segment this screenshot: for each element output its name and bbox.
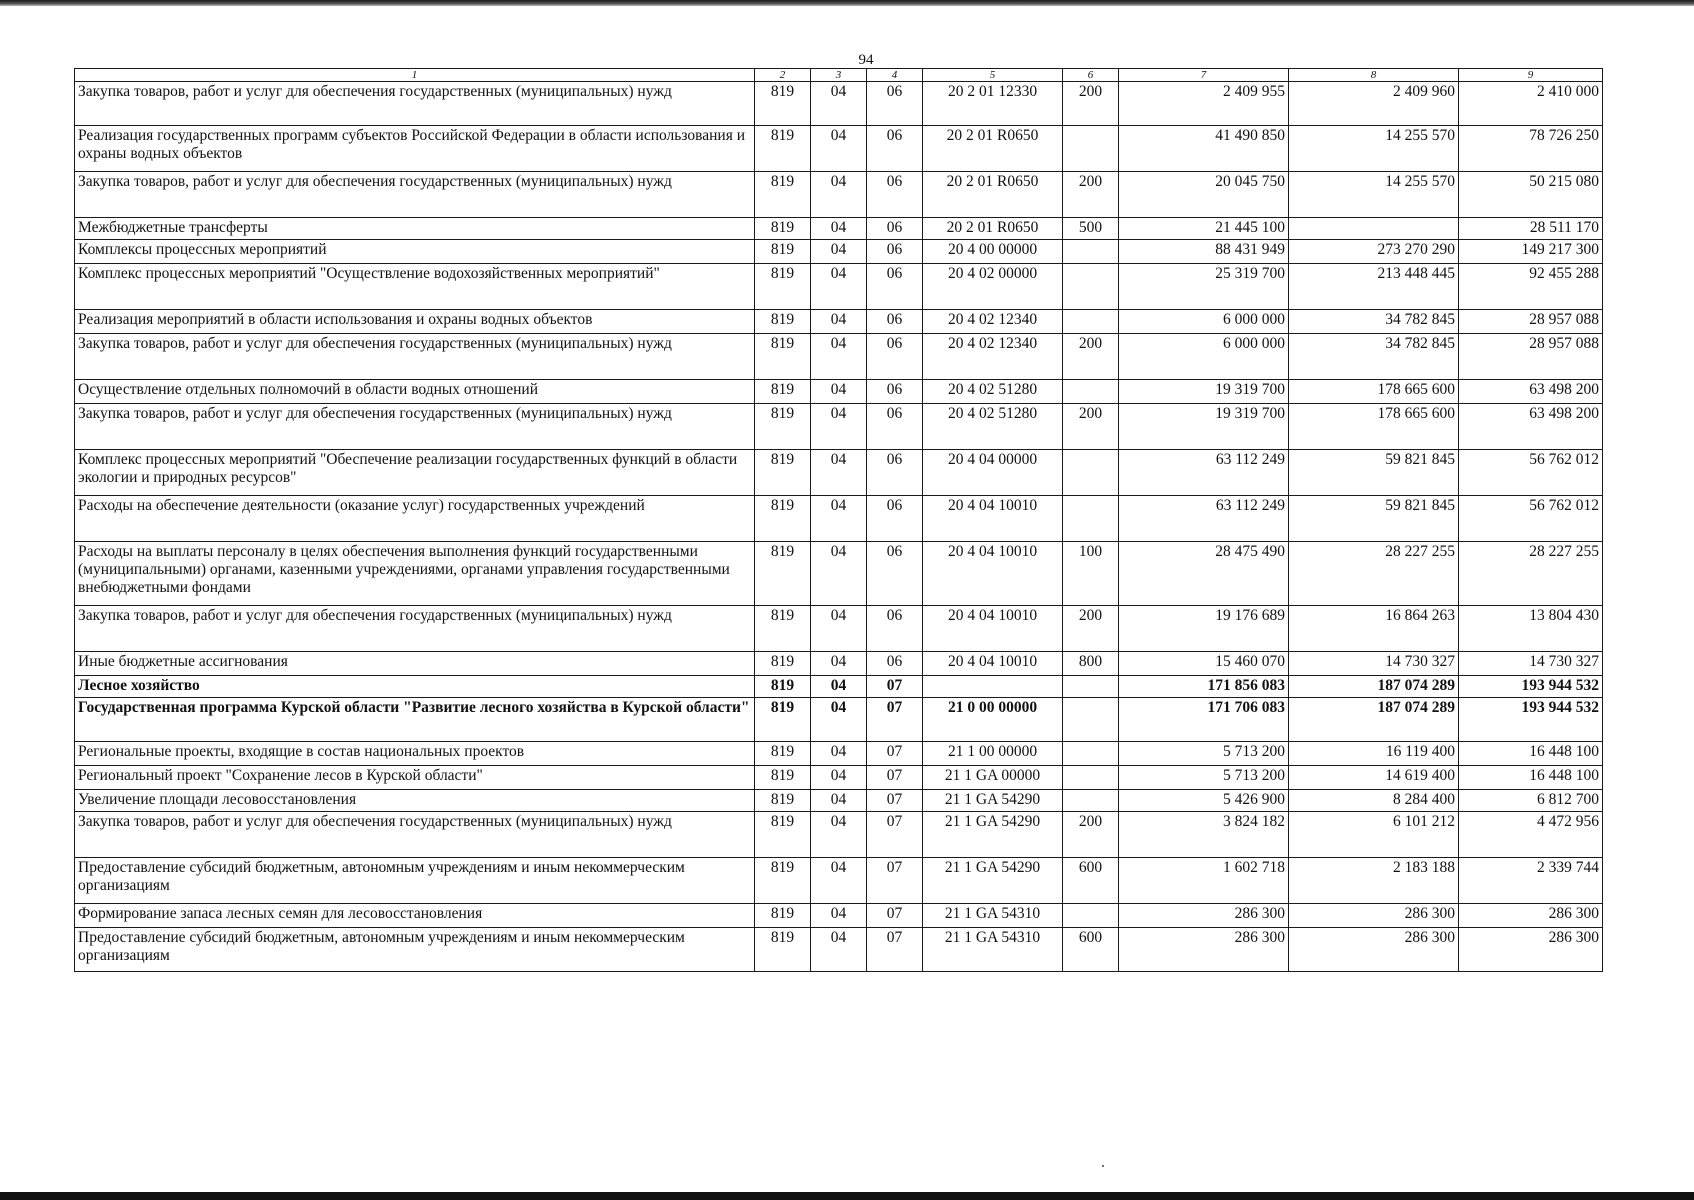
code-target-article: 21 1 GA 54290 — [923, 858, 1063, 904]
table-row — [75, 766, 1603, 790]
code-section: 04 — [811, 126, 867, 172]
amount-col7: 15 460 070 — [1119, 652, 1289, 676]
row-name: Увеличение площади лесовосстановления — [75, 790, 755, 812]
amount-col9: 149 217 300 — [1459, 240, 1603, 264]
code-subsection: 06 — [867, 450, 923, 496]
code-ministry: 819 — [755, 652, 811, 676]
amount-col9: 2 339 744 — [1459, 858, 1603, 904]
code-expense-type — [1063, 676, 1119, 698]
code-target-article: 20 4 04 10010 — [923, 496, 1063, 542]
code-expense-type — [1063, 742, 1119, 766]
code-expense-type: 200 — [1063, 334, 1119, 380]
amount-col8: 2 409 960 — [1289, 82, 1459, 126]
amount-col7: 63 112 249 — [1119, 450, 1289, 496]
amount-col8: 213 448 445 — [1289, 264, 1459, 310]
table-row — [75, 82, 1603, 126]
code-target-article: 21 0 00 00000 — [923, 698, 1063, 742]
column-number: 7 — [1119, 69, 1289, 82]
amount-col8: 286 300 — [1289, 904, 1459, 928]
table-row — [75, 126, 1603, 172]
code-section: 04 — [811, 742, 867, 766]
amount-col7: 5 426 900 — [1119, 790, 1289, 812]
row-name: Закупка товаров, работ и услуг для обеспечения государственных (муниципальных) нужд — [75, 606, 755, 652]
code-section: 04 — [811, 676, 867, 698]
amount-col9: 14 730 327 — [1459, 652, 1603, 676]
code-target-article — [923, 676, 1063, 698]
code-section: 04 — [811, 218, 867, 240]
amount-col9: 4 472 956 — [1459, 812, 1603, 858]
code-expense-type: 100 — [1063, 542, 1119, 606]
row-name: Осуществление отдельных полномочий в области водных отношений — [75, 380, 755, 404]
code-section: 04 — [811, 812, 867, 858]
row-name: Закупка товаров, работ и услуг для обеспечения государственных (муниципальных) нужд — [75, 172, 755, 218]
amount-col9: 286 300 — [1459, 904, 1603, 928]
amount-col7: 63 112 249 — [1119, 496, 1289, 542]
code-target-article: 20 4 04 00000 — [923, 450, 1063, 496]
code-subsection: 06 — [867, 126, 923, 172]
code-subsection: 06 — [867, 606, 923, 652]
amount-col8: 178 665 600 — [1289, 380, 1459, 404]
row-name: Расходы на выплаты персоналу в целях обеспечения выполнения функций государственными (муниципальными) органами, казенными учреждениями, органами управления государственными внебюджетными фондами — [75, 542, 755, 606]
amount-col8: 16 864 263 — [1289, 606, 1459, 652]
code-target-article: 20 2 01 R0650 — [923, 218, 1063, 240]
row-name: Предоставление субсидий бюджетным, автономным учреждениям и иным некоммерческим организациям — [75, 858, 755, 904]
code-section: 04 — [811, 766, 867, 790]
row-name: Закупка товаров, работ и услуг для обеспечения государственных (муниципальных) нужд — [75, 334, 755, 380]
code-expense-type — [1063, 496, 1119, 542]
row-name: Иные бюджетные ассигнования — [75, 652, 755, 676]
amount-col9: 6 812 700 — [1459, 790, 1603, 812]
code-ministry: 819 — [755, 82, 811, 126]
code-ministry: 819 — [755, 218, 811, 240]
code-target-article: 20 4 02 51280 — [923, 404, 1063, 450]
code-expense-type: 600 — [1063, 858, 1119, 904]
column-number: 2 — [755, 69, 811, 82]
amount-col8: 34 782 845 — [1289, 310, 1459, 334]
amount-col9: 56 762 012 — [1459, 450, 1603, 496]
table-row — [75, 790, 1603, 812]
table-row — [75, 172, 1603, 218]
code-subsection: 06 — [867, 496, 923, 542]
code-expense-type: 200 — [1063, 82, 1119, 126]
code-ministry: 819 — [755, 496, 811, 542]
table-row — [75, 496, 1603, 542]
amount-col8: 2 183 188 — [1289, 858, 1459, 904]
table-row — [75, 698, 1603, 742]
amount-col9: 193 944 532 — [1459, 698, 1603, 742]
amount-col7: 5 713 200 — [1119, 766, 1289, 790]
code-ministry: 819 — [755, 172, 811, 218]
code-ministry: 819 — [755, 450, 811, 496]
row-name: Комплекс процессных мероприятий "Обеспечение реализации государственных функций в области экологии и природных ресурсов" — [75, 450, 755, 496]
column-number-row — [75, 69, 1603, 82]
code-subsection: 07 — [867, 742, 923, 766]
code-section: 04 — [811, 652, 867, 676]
amount-col9: 28 957 088 — [1459, 310, 1603, 334]
code-section: 04 — [811, 240, 867, 264]
page-number: 94 — [858, 52, 874, 68]
code-target-article: 21 1 00 00000 — [923, 742, 1063, 766]
code-section: 04 — [811, 334, 867, 380]
code-subsection: 07 — [867, 790, 923, 812]
amount-col8: 16 119 400 — [1289, 742, 1459, 766]
code-ministry: 819 — [755, 676, 811, 698]
scan-edge-bottom — [0, 1192, 1694, 1200]
code-ministry: 819 — [755, 928, 811, 972]
code-ministry: 819 — [755, 766, 811, 790]
amount-col8: 14 255 570 — [1289, 126, 1459, 172]
code-expense-type: 200 — [1063, 812, 1119, 858]
column-number: 6 — [1063, 69, 1119, 82]
table-row — [75, 334, 1603, 380]
code-subsection: 07 — [867, 858, 923, 904]
amount-col7: 6 000 000 — [1119, 334, 1289, 380]
row-name: Предоставление субсидий бюджетным, автономным учреждениям и иным некоммерческим организациям — [75, 928, 755, 972]
table-row — [75, 542, 1603, 606]
table-row — [75, 676, 1603, 698]
code-target-article: 20 2 01 R0650 — [923, 172, 1063, 218]
scan-speck — [1102, 1165, 1104, 1167]
amount-col7: 171 856 083 — [1119, 676, 1289, 698]
amount-col8 — [1289, 218, 1459, 240]
code-target-article: 20 4 02 00000 — [923, 264, 1063, 310]
code-subsection: 06 — [867, 172, 923, 218]
amount-col7: 19 176 689 — [1119, 606, 1289, 652]
amount-col8: 286 300 — [1289, 928, 1459, 972]
code-expense-type — [1063, 904, 1119, 928]
amount-col7: 2 409 955 — [1119, 82, 1289, 126]
row-name: Региональный проект "Сохранение лесов в Курской области" — [75, 766, 755, 790]
amount-col9: 63 498 200 — [1459, 380, 1603, 404]
code-ministry: 819 — [755, 240, 811, 264]
table-row — [75, 928, 1603, 972]
row-name: Реализация мероприятий в области использования и охраны водных объектов — [75, 310, 755, 334]
amount-col8: 34 782 845 — [1289, 334, 1459, 380]
code-expense-type: 200 — [1063, 606, 1119, 652]
code-subsection: 07 — [867, 812, 923, 858]
code-section: 04 — [811, 450, 867, 496]
code-target-article: 20 2 01 12330 — [923, 82, 1063, 126]
code-ministry: 819 — [755, 858, 811, 904]
amount-col7: 25 319 700 — [1119, 264, 1289, 310]
amount-col8: 6 101 212 — [1289, 812, 1459, 858]
amount-col9: 28 511 170 — [1459, 218, 1603, 240]
code-subsection: 06 — [867, 310, 923, 334]
amount-col8: 28 227 255 — [1289, 542, 1459, 606]
code-section: 04 — [811, 542, 867, 606]
amount-col9: 92 455 288 — [1459, 264, 1603, 310]
amount-col8: 14 730 327 — [1289, 652, 1459, 676]
code-target-article: 21 1 GA 54290 — [923, 790, 1063, 812]
code-target-article: 20 4 02 12340 — [923, 310, 1063, 334]
code-subsection: 06 — [867, 264, 923, 310]
row-name: Государственная программа Курской области "Развитие лесного хозяйства в Курской области" — [75, 698, 755, 742]
row-name: Закупка товаров, работ и услуг для обеспечения государственных (муниципальных) нужд — [75, 812, 755, 858]
column-number: 8 — [1289, 69, 1459, 82]
amount-col9: 28 957 088 — [1459, 334, 1603, 380]
code-subsection: 06 — [867, 82, 923, 126]
amount-col9: 28 227 255 — [1459, 542, 1603, 606]
code-ministry: 819 — [755, 904, 811, 928]
code-target-article: 20 4 02 51280 — [923, 380, 1063, 404]
code-expense-type — [1063, 450, 1119, 496]
code-section: 04 — [811, 698, 867, 742]
amount-col7: 286 300 — [1119, 904, 1289, 928]
table-row — [75, 310, 1603, 334]
code-ministry: 819 — [755, 542, 811, 606]
amount-col7: 20 045 750 — [1119, 172, 1289, 218]
table-row — [75, 240, 1603, 264]
code-ministry: 819 — [755, 380, 811, 404]
code-ministry: 819 — [755, 698, 811, 742]
code-subsection: 07 — [867, 928, 923, 972]
row-name: Формирование запаса лесных семян для лесовосстановления — [75, 904, 755, 928]
code-subsection: 07 — [867, 676, 923, 698]
column-number: 5 — [923, 69, 1063, 82]
amount-col9: 78 726 250 — [1459, 126, 1603, 172]
amount-col7: 19 319 700 — [1119, 404, 1289, 450]
code-section: 04 — [811, 264, 867, 310]
amount-col7: 171 706 083 — [1119, 698, 1289, 742]
code-ministry: 819 — [755, 310, 811, 334]
amount-col9: 13 804 430 — [1459, 606, 1603, 652]
code-target-article: 20 2 01 R0650 — [923, 126, 1063, 172]
table-row — [75, 264, 1603, 310]
row-name: Реализация государственных программ субъектов Российской Федерации в области использования и охраны водных объектов — [75, 126, 755, 172]
amount-col9: 16 448 100 — [1459, 742, 1603, 766]
code-expense-type: 200 — [1063, 172, 1119, 218]
amount-col8: 178 665 600 — [1289, 404, 1459, 450]
amount-col7: 28 475 490 — [1119, 542, 1289, 606]
table-row — [75, 904, 1603, 928]
amount-col8: 273 270 290 — [1289, 240, 1459, 264]
amount-col7: 3 824 182 — [1119, 812, 1289, 858]
code-expense-type — [1063, 240, 1119, 264]
code-subsection: 06 — [867, 542, 923, 606]
table-row — [75, 380, 1603, 404]
budget-table — [74, 68, 1603, 972]
column-number: 1 — [75, 69, 755, 82]
column-number: 3 — [811, 69, 867, 82]
row-name: Лесное хозяйство — [75, 676, 755, 698]
code-subsection: 07 — [867, 698, 923, 742]
table-row — [75, 404, 1603, 450]
amount-col7: 6 000 000 — [1119, 310, 1289, 334]
code-ministry: 819 — [755, 742, 811, 766]
column-number: 9 — [1459, 69, 1603, 82]
code-section: 04 — [811, 404, 867, 450]
row-name: Комплексы процессных мероприятий — [75, 240, 755, 264]
code-section: 04 — [811, 172, 867, 218]
code-subsection: 06 — [867, 334, 923, 380]
code-subsection: 07 — [867, 766, 923, 790]
row-name: Комплекс процессных мероприятий "Осуществление водохозяйственных мероприятий" — [75, 264, 755, 310]
code-section: 04 — [811, 858, 867, 904]
amount-col7: 88 431 949 — [1119, 240, 1289, 264]
amount-col8: 187 074 289 — [1289, 698, 1459, 742]
code-target-article: 20 4 04 10010 — [923, 606, 1063, 652]
code-subsection: 07 — [867, 904, 923, 928]
amount-col7: 1 602 718 — [1119, 858, 1289, 904]
code-subsection: 06 — [867, 652, 923, 676]
amount-col7: 41 490 850 — [1119, 126, 1289, 172]
code-section: 04 — [811, 606, 867, 652]
amount-col8: 59 821 845 — [1289, 496, 1459, 542]
code-subsection: 06 — [867, 218, 923, 240]
table-row — [75, 858, 1603, 904]
code-section: 04 — [811, 310, 867, 334]
code-expense-type — [1063, 380, 1119, 404]
amount-col8: 14 619 400 — [1289, 766, 1459, 790]
code-expense-type — [1063, 310, 1119, 334]
amount-col7: 21 445 100 — [1119, 218, 1289, 240]
code-ministry: 819 — [755, 812, 811, 858]
code-ministry: 819 — [755, 404, 811, 450]
code-ministry: 819 — [755, 126, 811, 172]
code-target-article: 21 1 GA 54310 — [923, 904, 1063, 928]
code-section: 04 — [811, 496, 867, 542]
table-row — [75, 652, 1603, 676]
row-name: Закупка товаров, работ и услуг для обеспечения государственных (муниципальных) нужд — [75, 404, 755, 450]
table-row — [75, 218, 1603, 240]
amount-col9: 2 410 000 — [1459, 82, 1603, 126]
code-target-article: 20 4 02 12340 — [923, 334, 1063, 380]
code-section: 04 — [811, 82, 867, 126]
code-ministry: 819 — [755, 790, 811, 812]
table-row — [75, 812, 1603, 858]
table-row — [75, 606, 1603, 652]
code-ministry: 819 — [755, 334, 811, 380]
amount-col9: 50 215 080 — [1459, 172, 1603, 218]
amount-col7: 286 300 — [1119, 928, 1289, 972]
code-expense-type: 500 — [1063, 218, 1119, 240]
code-subsection: 06 — [867, 240, 923, 264]
table-row — [75, 450, 1603, 496]
code-subsection: 06 — [867, 404, 923, 450]
row-name: Межбюджетные трансферты — [75, 218, 755, 240]
amount-col9: 56 762 012 — [1459, 496, 1603, 542]
amount-col8: 59 821 845 — [1289, 450, 1459, 496]
amount-col8: 14 255 570 — [1289, 172, 1459, 218]
code-target-article: 21 1 GA 54290 — [923, 812, 1063, 858]
code-expense-type: 800 — [1063, 652, 1119, 676]
code-section: 04 — [811, 928, 867, 972]
code-expense-type — [1063, 766, 1119, 790]
column-number: 4 — [867, 69, 923, 82]
amount-col9: 286 300 — [1459, 928, 1603, 972]
code-expense-type — [1063, 698, 1119, 742]
row-name: Региональные проекты, входящие в состав национальных проектов — [75, 742, 755, 766]
code-expense-type: 200 — [1063, 404, 1119, 450]
code-target-article: 20 4 04 10010 — [923, 542, 1063, 606]
row-name: Закупка товаров, работ и услуг для обеспечения государственных (муниципальных) нужд — [75, 82, 755, 126]
code-ministry: 819 — [755, 264, 811, 310]
code-target-article: 21 1 GA 00000 — [923, 766, 1063, 790]
amount-col9: 193 944 532 — [1459, 676, 1603, 698]
amount-col8: 8 284 400 — [1289, 790, 1459, 812]
row-name: Расходы на обеспечение деятельности (оказание услуг) государственных учреждений — [75, 496, 755, 542]
code-expense-type — [1063, 264, 1119, 310]
code-ministry: 819 — [755, 606, 811, 652]
code-subsection: 06 — [867, 380, 923, 404]
code-target-article: 21 1 GA 54310 — [923, 928, 1063, 972]
code-expense-type: 600 — [1063, 928, 1119, 972]
scan-edge-top — [0, 0, 1694, 6]
table-row — [75, 742, 1603, 766]
amount-col7: 19 319 700 — [1119, 380, 1289, 404]
code-section: 04 — [811, 904, 867, 928]
amount-col9: 63 498 200 — [1459, 404, 1603, 450]
code-target-article: 20 4 04 10010 — [923, 652, 1063, 676]
code-expense-type — [1063, 790, 1119, 812]
code-target-article: 20 4 00 00000 — [923, 240, 1063, 264]
amount-col7: 5 713 200 — [1119, 742, 1289, 766]
code-section: 04 — [811, 790, 867, 812]
amount-col8: 187 074 289 — [1289, 676, 1459, 698]
code-expense-type — [1063, 126, 1119, 172]
code-section: 04 — [811, 380, 867, 404]
amount-col9: 16 448 100 — [1459, 766, 1603, 790]
